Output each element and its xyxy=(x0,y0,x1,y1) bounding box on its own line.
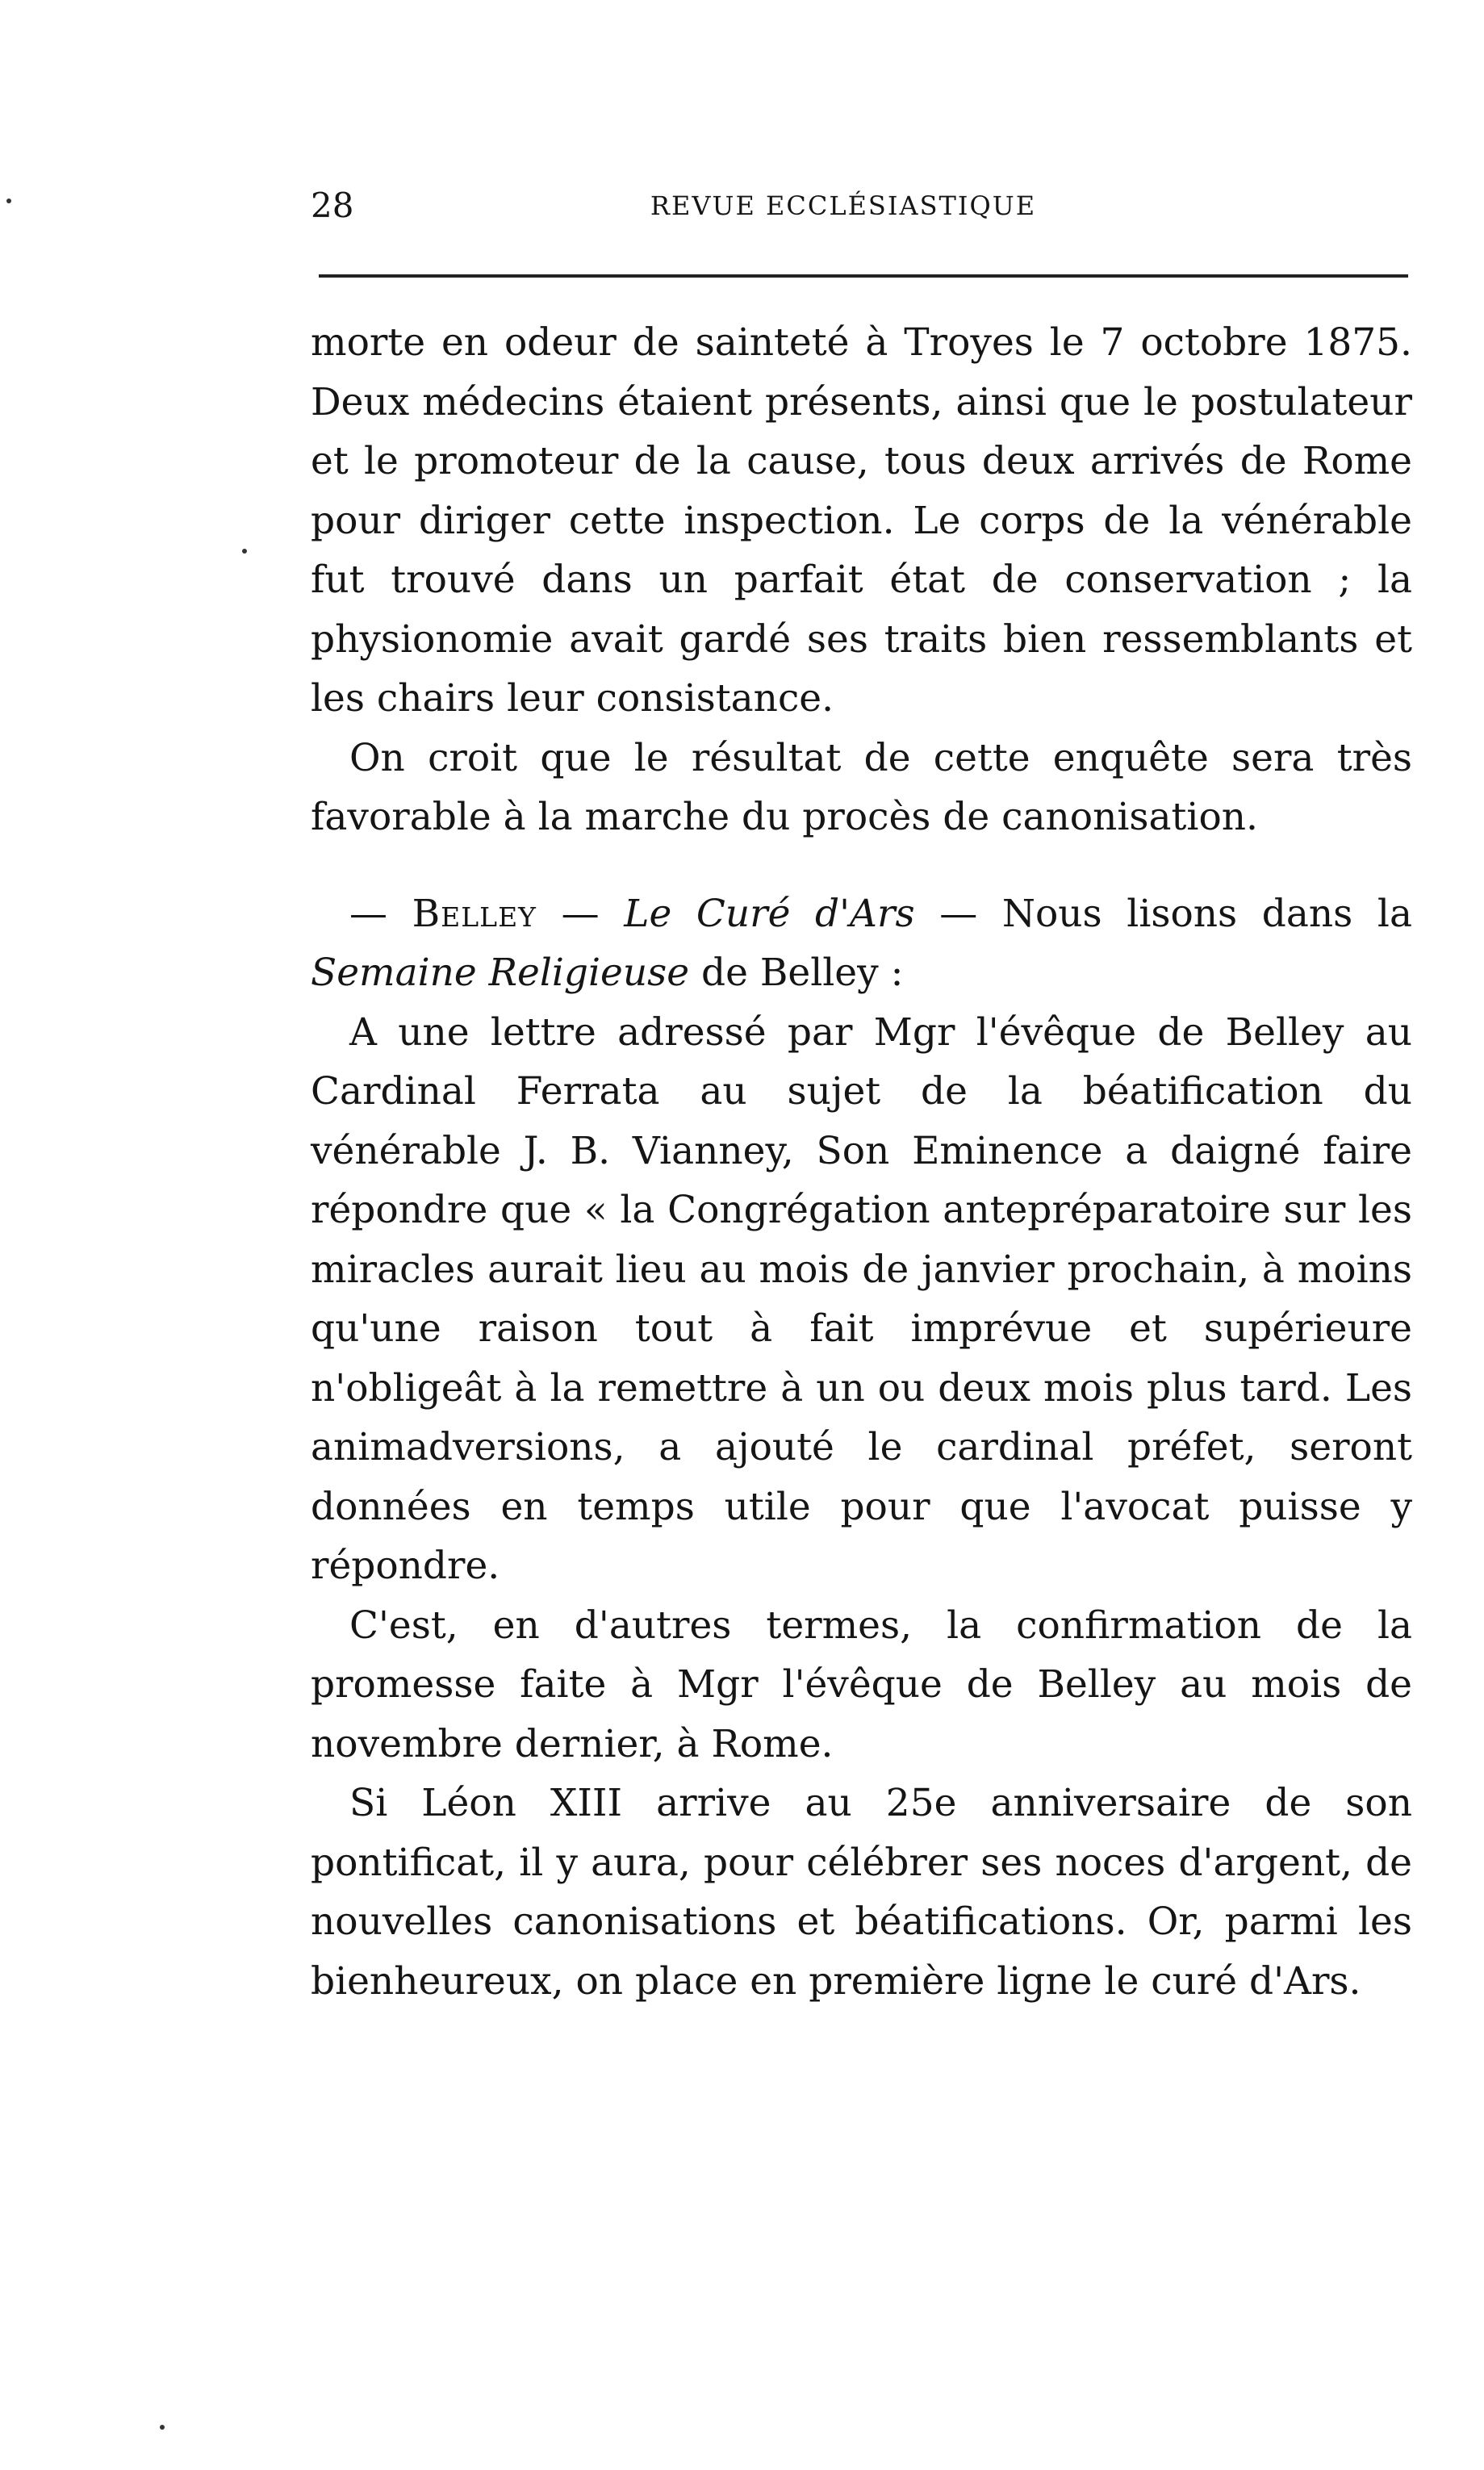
p3-lead: — xyxy=(349,891,412,936)
page-number: 28 xyxy=(311,186,354,225)
scan-speck xyxy=(6,199,11,203)
paragraph-2: On croit que le résultat de cette enquête sera très favorable à la marche du procès de canonisation. xyxy=(311,735,1412,839)
running-title: REVUE ECCLÉSIASTIQUE xyxy=(650,190,1037,221)
header-rule xyxy=(319,274,1408,278)
p3-publication: Semaine Religieuse xyxy=(311,951,690,995)
p3-place: Belley xyxy=(412,891,537,936)
scan-speck xyxy=(160,2425,165,2430)
paragraph-1: morte en odeur de sainteté à Troyes le 7 octobre 1875. Deux médecins étaient présents, ainsi que le postulateur et le promoteur de la cause, tous deux arrivés de Rome pour diriger cette inspection. Le corps de la vénérable fut trouvé dans un parfait état de conservation ; la physionomie avait gardé ses traits bien ressemblants et les chairs leur consistance. xyxy=(311,320,1412,721)
scan-speck xyxy=(242,549,247,554)
page-header xyxy=(311,182,1424,230)
p3-dash1: — xyxy=(536,891,625,936)
paragraph-5: C'est, en d'autres termes, la confirmation de la promesse faite à Mgr l'évêque de Belley au mois de novembre dernier, à Rome. xyxy=(311,1603,1412,1766)
p3-title: Le Curé d'Ars xyxy=(624,891,915,936)
article-body xyxy=(311,313,1412,2011)
p3-dash2: — Nous lisons dans la xyxy=(914,891,1412,936)
p3-tail: de Belley : xyxy=(689,951,904,995)
paragraph-6: Si Léon XIII arrive au 25e anniversaire de son pontificat, il y aura, pour célébrer ses noces d'argent, de nouvelles canonisations et béatifications. Or, parmi les bienheureux, on place en première ligne le curé d'Ars. xyxy=(311,1781,1412,2004)
paragraph-4: A une lettre adressé par Mgr l'évêque de Belley au Cardinal Ferrata au sujet de la béatification du vénérable J. B. Vianney, Son Eminence a daigné faire répondre que « la Congrégation antepréparatoire sur les miracles aurait lieu au mois de janvier prochain, à moins qu'une raison tout à fait imprévue et supérieure n'obligeât à la remettre à un ou deux mois plus tard. Les animadversions, a ajouté le cardinal préfet, seront données en temps utile pour que l'avocat puisse y répondre. xyxy=(311,1009,1412,1588)
paragraph-3 xyxy=(311,884,1412,1003)
